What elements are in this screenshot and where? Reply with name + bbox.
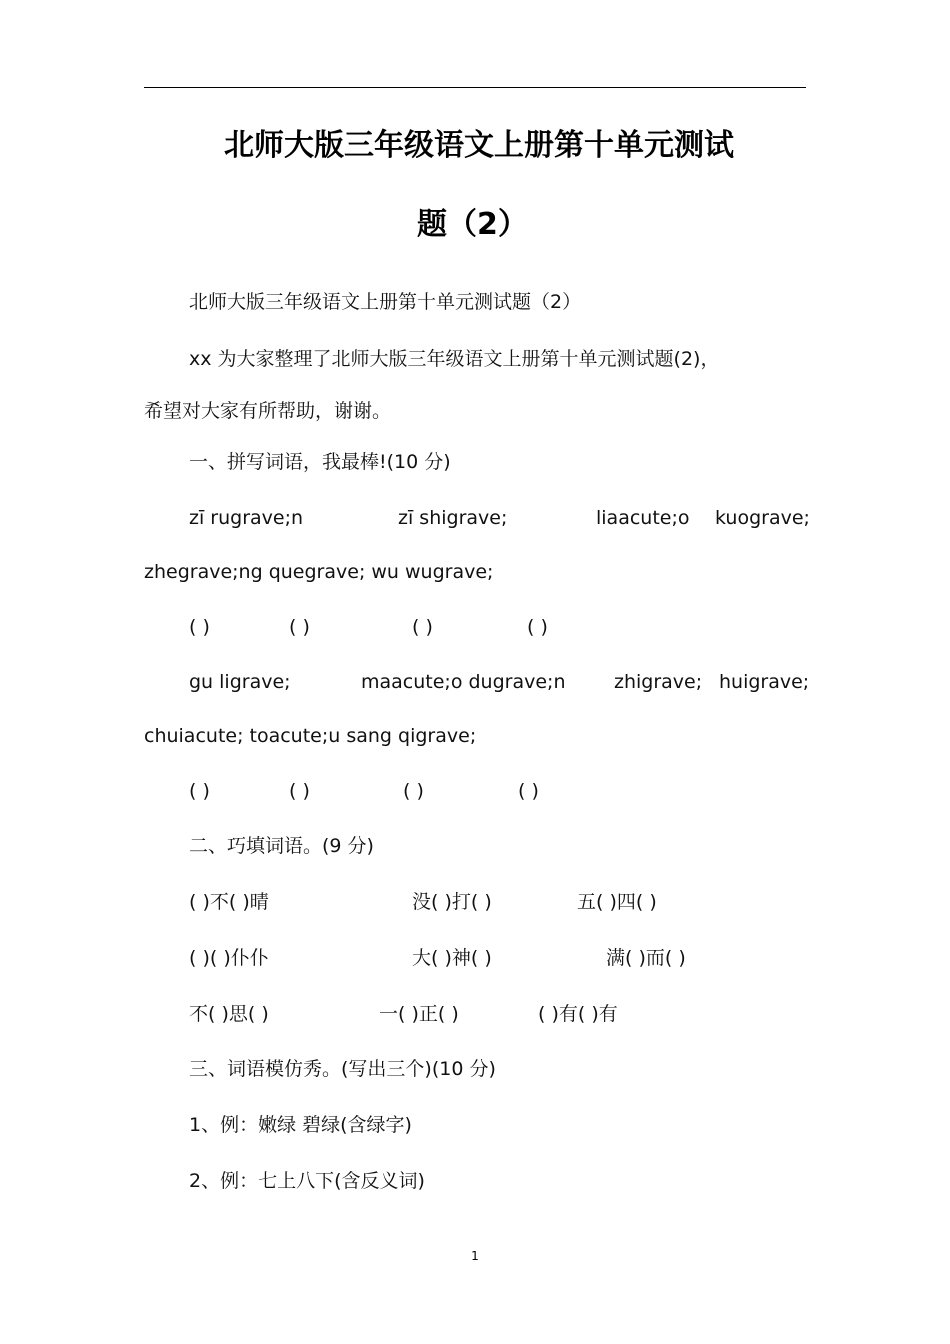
answer-blank: ( ) [518,780,539,802]
word-example-1: 1、例：嫩绿 碧绿(含绿字) [189,1114,412,1136]
pinyin-word: liaacute;o [596,507,690,529]
answer-blank: ( ) [289,616,310,638]
pinyin-row-1-continued: zhegrave;ng quegrave; wu wugrave; [144,561,494,583]
document-title: 北师大版三年级语文上册第十单元测试 [224,128,734,163]
answer-blank: ( ) [527,616,548,638]
pinyin-word: gu ligrave; [189,671,291,693]
idiom-blank: ( )不( )晴 [189,891,269,913]
idiom-blank: 没( )打( ) [412,891,492,913]
intro-paragraph-continued: 希望对大家有所帮助，谢谢。 [144,400,392,422]
idiom-blank: 不( )思( ) [189,1003,269,1025]
answer-blank: ( ) [189,616,210,638]
idiom-blank: ( )( )仆仆 [189,947,269,969]
section-3-heading: 三、词语模仿秀。(写出三个)(10 分) [189,1058,496,1080]
pinyin-word: zhigrave; [614,671,703,693]
pinyin-word: kuograve; [715,507,810,529]
idiom-blank: 五( )四( ) [577,891,657,913]
answer-blank: ( ) [403,780,424,802]
word-example-2: 2、例：七上八下(含反义词) [189,1170,425,1192]
pinyin-word: maacute;o dugrave;n [361,671,566,693]
header-rule [144,87,806,88]
idiom-blank: 一( )正( ) [379,1003,459,1025]
idiom-blank: ( )有( )有 [538,1003,618,1025]
pinyin-word: zī rugrave;n [189,507,304,529]
idiom-blank: 满( )而( ) [606,947,686,969]
pinyin-row-2-continued: chuiacute; toacute;u sang qigrave; [144,725,477,747]
section-2-heading: 二、巧填词语。(9 分) [189,835,374,857]
pinyin-word: zī shigrave; [398,507,508,529]
answer-blank: ( ) [412,616,433,638]
intro-paragraph: xx 为大家整理了北师大版三年级语文上册第十单元测试题(2)， [189,348,720,370]
section-1-heading: 一、拼写词语，我最棒!(10 分) [189,451,451,473]
answer-blank: ( ) [289,780,310,802]
page-number: 1 [471,1249,479,1263]
answer-blank: ( ) [189,780,210,802]
document-subtitle: 北师大版三年级语文上册第十单元测试题（2） [189,291,582,313]
pinyin-word: huigrave; [719,671,810,693]
idiom-blank: 大( )神( ) [412,947,492,969]
document-title-continued: 题（2） [417,207,528,242]
